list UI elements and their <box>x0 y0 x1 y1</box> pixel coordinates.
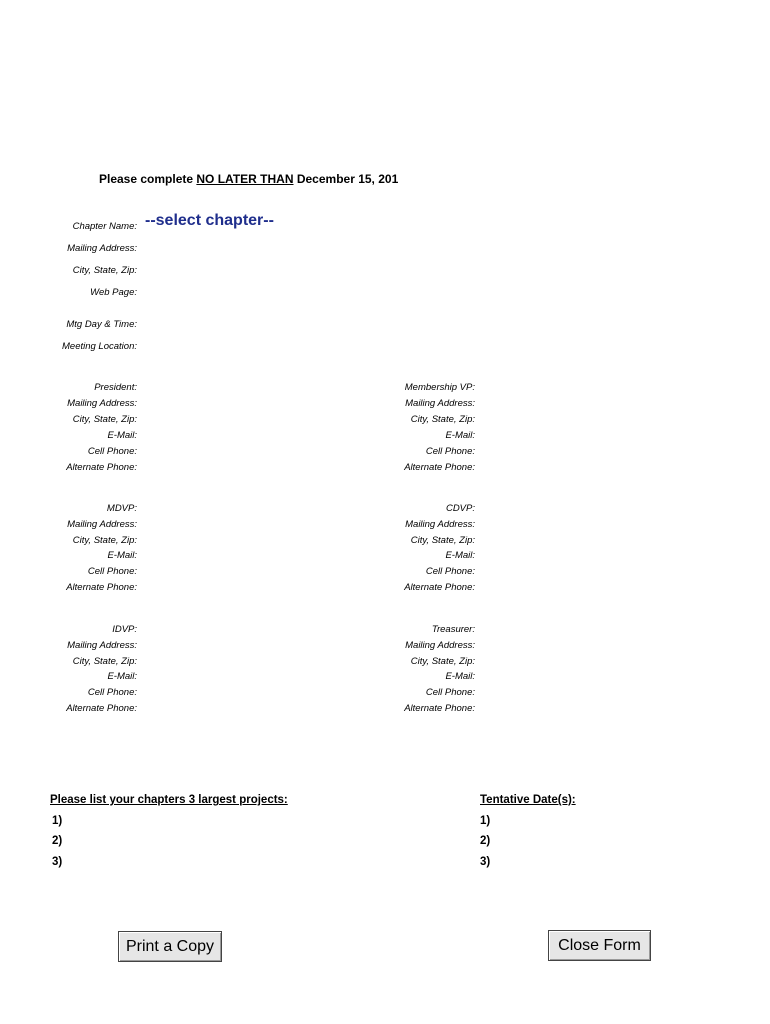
mdvp-mailing-address-label: Mailing Address: <box>67 519 137 530</box>
treasurer-label: Treasurer: <box>431 624 475 635</box>
cdvp-email-label: E-Mail: <box>445 550 475 561</box>
treasurer-mailing-address-label: Mailing Address: <box>405 640 475 651</box>
project-number-2: 2) <box>52 835 63 847</box>
idvp-mailing-address-label: Mailing Address: <box>67 640 137 651</box>
membership-vp-city-state-zip-label: City, State, Zip: <box>410 414 475 425</box>
membership-vp-label: Membership VP: <box>404 382 475 393</box>
mdvp-label: MDVP: <box>106 503 137 514</box>
treasurer-alternate-phone-label: Alternate Phone: <box>404 703 475 714</box>
project-number-3: 3) <box>52 856 63 868</box>
mdvp-email-label: E-Mail: <box>107 550 137 561</box>
president-city-state-zip-label: City, State, Zip: <box>72 414 137 425</box>
treasurer-email-label: E-Mail: <box>445 671 475 682</box>
cdvp-cell-phone-label: Cell Phone: <box>425 566 475 577</box>
idvp-cell-phone-label: Cell Phone: <box>87 687 137 698</box>
membership-vp-email-label: E-Mail: <box>445 430 475 441</box>
treasurer-city-state-zip-label: City, State, Zip: <box>410 656 475 667</box>
tentative-dates-heading: Tentative Date(s): <box>480 794 576 806</box>
cdvp-alternate-phone-label: Alternate Phone: <box>404 582 475 593</box>
date-number-3: 3) <box>480 856 491 868</box>
chapter-mailing-address-label: Mailing Address: <box>67 243 137 254</box>
date-number-1: 1) <box>480 815 491 827</box>
cdvp-label: CDVP: <box>445 503 475 514</box>
treasurer-cell-phone-label: Cell Phone: <box>425 687 475 698</box>
mdvp-alternate-phone-label: Alternate Phone: <box>66 582 137 593</box>
idvp-label: IDVP: <box>112 624 137 635</box>
chapter-city-state-zip-label: City, State, Zip: <box>72 265 137 276</box>
cdvp-city-state-zip-label: City, State, Zip: <box>410 535 475 546</box>
cdvp-mailing-address-label: Mailing Address: <box>405 519 475 530</box>
chapter-select[interactable]: --select chapter-- <box>145 212 274 229</box>
meeting-location-label: Meeting Location: <box>62 341 137 352</box>
membership-vp-cell-phone-label: Cell Phone: <box>425 446 475 457</box>
print-copy-button[interactable]: Print a Copy <box>118 931 222 962</box>
project-number-1: 1) <box>52 815 63 827</box>
president-email-label: E-Mail: <box>107 430 137 441</box>
membership-vp-mailing-address-label: Mailing Address: <box>405 398 475 409</box>
close-form-button[interactable]: Close Form <box>548 930 651 961</box>
president-label: President: <box>94 382 137 393</box>
idvp-city-state-zip-label: City, State, Zip: <box>72 656 137 667</box>
chapter-web-page-label: Web Page: <box>90 287 137 298</box>
projects-heading: Please list your chapters 3 largest projects: <box>50 794 288 806</box>
president-alternate-phone-label: Alternate Phone: <box>66 462 137 473</box>
deadline-emphasis: NO LATER THAN <box>196 172 294 186</box>
membership-vp-alternate-phone-label: Alternate Phone: <box>404 462 475 473</box>
idvp-alternate-phone-label: Alternate Phone: <box>66 703 137 714</box>
president-cell-phone-label: Cell Phone: <box>87 446 137 457</box>
date-number-2: 2) <box>480 835 491 847</box>
instruction-text: Please complete NO LATER THAN December 15, 201 <box>99 172 399 186</box>
president-mailing-address-label: Mailing Address: <box>67 398 137 409</box>
idvp-email-label: E-Mail: <box>107 671 137 682</box>
chapter-name-label: Chapter Name: <box>72 221 137 232</box>
mdvp-cell-phone-label: Cell Phone: <box>87 566 137 577</box>
mdvp-city-state-zip-label: City, State, Zip: <box>72 535 137 546</box>
meeting-day-time-label: Mtg Day & Time: <box>66 319 137 330</box>
